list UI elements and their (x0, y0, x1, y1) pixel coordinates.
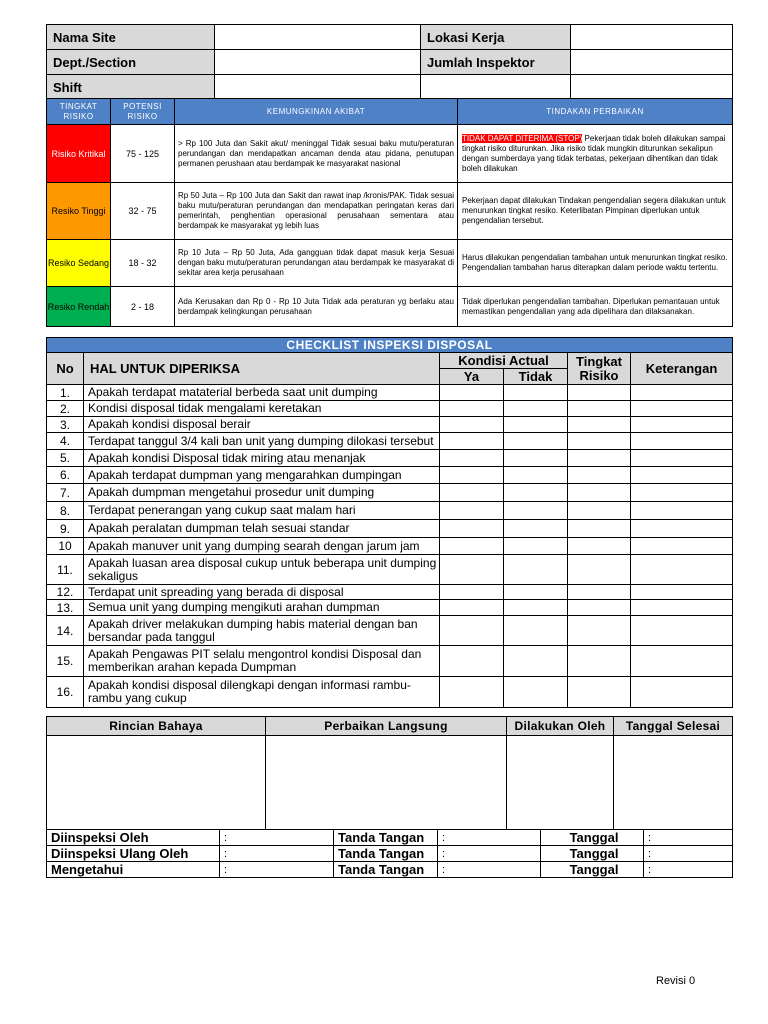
checklist-keterangan-cell[interactable] (631, 467, 733, 484)
checklist-tidak-cell[interactable] (504, 450, 568, 467)
checklist-keterangan-cell[interactable] (631, 417, 733, 433)
rincian-bahaya-field[interactable] (47, 736, 266, 830)
checklist-tidak-cell[interactable] (504, 585, 568, 600)
checklist-row (47, 600, 733, 616)
tanggal-field[interactable]: : (644, 846, 733, 862)
checklist-row-number: 16. (47, 677, 84, 708)
signature-row (47, 862, 733, 878)
checklist-row-number: 12. (47, 585, 84, 600)
checklist-ya-cell[interactable] (440, 467, 504, 484)
checklist-tidak-cell[interactable] (504, 520, 568, 538)
risk-action: Pekerjaan dapat dilakukan Tindakan pengendalian segera dilakukan untuk menurunkan tingkat resiko. Keterlibatan Pimpinan diperlukan untuk pengendalian tersebut. (458, 183, 733, 240)
lokasi-kerja-label: Lokasi Kerja (421, 25, 571, 50)
checklist-row-number: 1. (47, 385, 84, 401)
risk-action (458, 125, 733, 183)
site-info-table (46, 24, 733, 100)
checklist-row-number: 13. (47, 600, 84, 616)
checklist-row-number: 8. (47, 502, 84, 520)
checklist-tingkat-cell[interactable] (568, 538, 631, 555)
tanggal-selesai-field[interactable] (614, 736, 733, 830)
signature-table (46, 829, 733, 878)
col-ya: Ya (440, 369, 504, 385)
checklist-row (47, 616, 733, 646)
checklist-ya-cell[interactable] (440, 502, 504, 520)
tanda-tangan-field[interactable]: : (438, 830, 541, 846)
dilakukan-oleh-header: Dilakukan Oleh (507, 717, 614, 736)
checklist-ya-cell[interactable] (440, 401, 504, 417)
checklist-row (47, 417, 733, 433)
checklist-row-text: Terdapat unit spreading yang berada di disposal (84, 585, 440, 600)
col-hal: HAL UNTUK DIPERIKSA (84, 353, 440, 385)
checklist-row-number: 4. (47, 433, 84, 450)
checklist-tingkat-cell[interactable] (568, 520, 631, 538)
tanda-tangan-field[interactable]: : (438, 862, 541, 878)
checklist-ya-cell[interactable] (440, 677, 504, 708)
signature-name-field[interactable]: : (220, 846, 334, 862)
checklist-row (47, 677, 733, 708)
dilakukan-oleh-field[interactable] (507, 736, 614, 830)
revision-label: Revisi 0 (656, 975, 696, 987)
checklist-tidak-cell[interactable] (504, 538, 568, 555)
checklist-ya-cell[interactable] (440, 417, 504, 433)
rincian-bahaya-header: Rincian Bahaya (47, 717, 266, 736)
tanda-tangan-field[interactable]: : (438, 846, 541, 862)
risk-potential: 18 - 32 (111, 240, 175, 287)
risk-header-action: TINDAKAN PERBAIKAN (458, 99, 733, 125)
checklist-tingkat-cell[interactable] (568, 450, 631, 467)
col-no: No (47, 353, 84, 385)
checklist-row-number: 6. (47, 467, 84, 484)
signature-row (47, 846, 733, 862)
checklist-row-text: Apakah kondisi Disposal tidak miring atau menanjak (84, 450, 440, 467)
checklist-tingkat-cell[interactable] (568, 385, 631, 401)
checklist-row-text: Apakah kondisi disposal dilengkapi dengan informasi rambu-rambu yang cukup (84, 677, 440, 708)
jumlah-inspektor-field[interactable] (571, 50, 733, 75)
checklist-keterangan-cell[interactable] (631, 646, 733, 677)
risk-potential: 75 - 125 (111, 125, 175, 183)
checklist-ya-cell[interactable] (440, 520, 504, 538)
checklist-ya-cell[interactable] (440, 585, 504, 600)
risk-consequence: Rp 50 Juta – Rp 100 Juta dan Sakit dan rawat inap /kronis/PAK. Tidak sesuai baku mutu/peraturan perundangan dan mendapatkan peringatan keras dari pemerintah, penghentian operasional perusahaan sementara atau berdampak ke masyarakat yg lebih luas (175, 183, 458, 240)
signature-name-field[interactable]: : (220, 862, 334, 878)
tanggal-field[interactable]: : (644, 862, 733, 878)
checklist-row (47, 484, 733, 502)
checklist-keterangan-cell[interactable] (631, 600, 733, 616)
checklist-row-number: 3. (47, 417, 84, 433)
checklist-row (47, 450, 733, 467)
checklist-row-text: Apakah terdapat mataterial berbeda saat unit dumping (84, 385, 440, 401)
risk-potential: 2 - 18 (111, 287, 175, 327)
risk-header-level: TINGKAT RISIKO (47, 99, 111, 125)
checklist-tingkat-cell[interactable] (568, 433, 631, 450)
shift-label: Shift (47, 75, 215, 100)
checklist-row-number: 2. (47, 401, 84, 417)
checklist-keterangan-cell[interactable] (631, 401, 733, 417)
checklist-ya-cell[interactable] (440, 385, 504, 401)
checklist-tidak-cell[interactable] (504, 555, 568, 585)
checklist-tingkat-cell[interactable] (568, 467, 631, 484)
checklist-row-text: Apakah driver melakukan dumping habis material dengan ban bersandar pada tanggul (84, 616, 440, 646)
checklist-row (47, 538, 733, 555)
checklist-row-number: 14. (47, 616, 84, 646)
checklist-row (47, 646, 733, 677)
empty-cell (571, 75, 733, 100)
checklist-tidak-cell[interactable] (504, 646, 568, 677)
tanda-tangan-label: Tanda Tangan (334, 846, 438, 862)
nama-site-field[interactable] (215, 25, 421, 50)
risk-header-potential: POTENSI RISIKO (111, 99, 175, 125)
col-tidak: Tidak (504, 369, 568, 385)
risk-consequence: > Rp 100 Juta dan Sakit akut/ meninggal Tidak sesuai baku mutu/peraturan perundangan dan mendapatkan ancaman denda atau pidana, penutupan permanen perushaan atau berdampak ke masyarakat nasional (175, 125, 458, 183)
signature-row (47, 830, 733, 846)
checklist-row-text: Terdapat tanggul 3/4 kali ban unit yang dumping dilokasi tersebut (84, 433, 440, 450)
checklist-tidak-cell[interactable] (504, 417, 568, 433)
checklist-tidak-cell[interactable] (504, 677, 568, 708)
checklist-keterangan-cell[interactable] (631, 538, 733, 555)
risk-consequence: Ada Kerusakan dan Rp 0 - Rp 10 Juta Tidak ada peraturan yg berlaku atau berdampak kelingkungan perusahaan (175, 287, 458, 327)
risk-level-medium: Resiko Sedang (47, 240, 111, 287)
risk-level-high: Resiko Tinggi (47, 183, 111, 240)
checklist-ya-cell[interactable] (440, 433, 504, 450)
stop-badge: TIDAK DAPAT DITERIMA (STOP) (462, 133, 583, 143)
lokasi-kerja-field[interactable] (571, 25, 733, 50)
jumlah-inspektor-label: Jumlah Inspektor (421, 50, 571, 75)
dept-section-field[interactable] (215, 50, 421, 75)
checklist-row-number: 15. (47, 646, 84, 677)
checklist-tidak-cell[interactable] (504, 401, 568, 417)
checklist-keterangan-cell[interactable] (631, 433, 733, 450)
checklist-row-text: Apakah kondisi disposal berair (84, 417, 440, 433)
checklist-row-number: 9. (47, 520, 84, 538)
checklist-ya-cell[interactable] (440, 600, 504, 616)
checklist-row (47, 520, 733, 538)
checklist-row-text: Kondisi disposal tidak mengalami keretakan (84, 401, 440, 417)
perbaikan-langsung-header: Perbaikan Langsung (266, 717, 507, 736)
tanggal-label: Tanggal (541, 862, 644, 878)
risk-header-consequence: KEMUNGKINAN AKIBAT (175, 99, 458, 125)
checklist-ya-cell[interactable] (440, 538, 504, 555)
checklist-row (47, 585, 733, 600)
nama-site-label: Nama Site (47, 25, 215, 50)
checklist-tingkat-cell[interactable] (568, 616, 631, 646)
checklist-keterangan-cell[interactable] (631, 450, 733, 467)
checklist-row-text: Apakah dumpman mengetahui prosedur unit dumping (84, 484, 440, 502)
signature-label: Diinspeksi Ulang Oleh (47, 846, 220, 862)
risk-level-low: Resiko Rendah (47, 287, 111, 327)
risk-action-text: Pekerjaan tidak boleh dilakukan sampai tingkat risiko diturunkan. Jika risiko tidak mungkin diturunkan sekalipun dengan sumberdaya yang tidak terbatas, pekerjaan dihentikan dan tidak boleh dilakukan (462, 133, 726, 173)
checklist-row-text: Apakah peralatan dumpman telah sesuai standar (84, 520, 440, 538)
col-tingkat: Tingkat Risiko (568, 353, 631, 385)
checklist-ya-cell[interactable] (440, 484, 504, 502)
tanggal-selesai-header: Tanggal Selesai (614, 717, 733, 736)
checklist-tidak-cell[interactable] (504, 467, 568, 484)
checklist-tidak-cell[interactable] (504, 433, 568, 450)
checklist-keterangan-cell[interactable] (631, 677, 733, 708)
checklist-tingkat-cell[interactable] (568, 502, 631, 520)
risk-consequence: Rp 10 Juta – Rp 50 Juta, Ada gangguan tidak dapat masuk kerja Sesuai dengan baku mutu/peraturan perundangan atau berdampak ke masyarakat di sekitar area kerja perusahaan (175, 240, 458, 287)
signature-label: Diinspeksi Oleh (47, 830, 220, 846)
col-kondisi: Kondisi Actual (440, 353, 568, 369)
checklist-row-text: Semua unit yang dumping mengikuti arahan dumpman (84, 600, 440, 616)
checklist-row-number: 5. (47, 450, 84, 467)
checklist-tingkat-cell[interactable] (568, 646, 631, 677)
risk-potential: 32 - 75 (111, 183, 175, 240)
checklist-ya-cell[interactable] (440, 616, 504, 646)
checklist-keterangan-cell[interactable] (631, 555, 733, 585)
checklist-ya-cell[interactable] (440, 555, 504, 585)
checklist-tidak-cell[interactable] (504, 616, 568, 646)
tanda-tangan-label: Tanda Tangan (334, 862, 438, 878)
checklist-title: CHECKLIST INSPEKSI DISPOSAL (47, 338, 733, 353)
risk-matrix-table (46, 98, 733, 327)
checklist-row (47, 385, 733, 401)
signature-label: Mengetahui (47, 862, 220, 878)
checklist-keterangan-cell[interactable] (631, 585, 733, 600)
checklist-table (46, 337, 733, 708)
checklist-row-text: Apakah manuver unit yang dumping searah dengan jarum jam (84, 538, 440, 555)
checklist-keterangan-cell[interactable] (631, 502, 733, 520)
checklist-row-number: 11. (47, 555, 84, 585)
checklist-row-text: Terdapat penerangan yang cukup saat malam hari (84, 502, 440, 520)
checklist-row-text: Apakah terdapat dumpman yang mengarahkan dumpingan (84, 467, 440, 484)
checklist-tingkat-cell[interactable] (568, 600, 631, 616)
checklist-ya-cell[interactable] (440, 450, 504, 467)
dept-section-label: Dept./Section (47, 50, 215, 75)
shift-field[interactable] (215, 75, 421, 100)
checklist-tidak-cell[interactable] (504, 385, 568, 401)
checklist-tingkat-cell[interactable] (568, 417, 631, 433)
checklist-tingkat-cell[interactable] (568, 677, 631, 708)
checklist-ya-cell[interactable] (440, 646, 504, 677)
findings-table (46, 716, 733, 830)
checklist-keterangan-cell[interactable] (631, 520, 733, 538)
col-keterangan: Keterangan (631, 353, 733, 385)
checklist-keterangan-cell[interactable] (631, 484, 733, 502)
tanggal-field[interactable]: : (644, 830, 733, 846)
checklist-row-text: Apakah luasan area disposal cukup untuk beberapa unit dumping sekaligus (84, 555, 440, 585)
checklist-tidak-cell[interactable] (504, 484, 568, 502)
risk-action: Tidak diperlukan pengendalian tambahan. Diperlukan pemantauan untuk memastikan pengendalian yang ada dipelihara dan dilaksanakan. (458, 287, 733, 327)
checklist-tingkat-cell[interactable] (568, 401, 631, 417)
risk-action: Harus dilakukan pengendalian tambahan untuk menurunkan tingkat resiko. Pengendalian tambahan harus diterapkan dalam periode waktu tertentu. (458, 240, 733, 287)
checklist-tidak-cell[interactable] (504, 502, 568, 520)
tanggal-label: Tanggal (541, 846, 644, 862)
checklist-tingkat-cell[interactable] (568, 484, 631, 502)
tanda-tangan-label: Tanda Tangan (334, 830, 438, 846)
risk-level-critical: Risiko Kritikal (47, 125, 111, 183)
checklist-row-number: 10 (47, 538, 84, 555)
checklist-row (47, 555, 733, 585)
checklist-keterangan-cell[interactable] (631, 616, 733, 646)
checklist-keterangan-cell[interactable] (631, 385, 733, 401)
signature-name-field[interactable]: : (220, 830, 334, 846)
perbaikan-langsung-field[interactable] (266, 736, 507, 830)
empty-cell (421, 75, 571, 100)
checklist-row (47, 401, 733, 417)
checklist-tingkat-cell[interactable] (568, 555, 631, 585)
tanggal-label: Tanggal (541, 830, 644, 846)
checklist-tidak-cell[interactable] (504, 600, 568, 616)
checklist-tingkat-cell[interactable] (568, 585, 631, 600)
checklist-row-number: 7. (47, 484, 84, 502)
checklist-row (47, 502, 733, 520)
checklist-row (47, 467, 733, 484)
checklist-row (47, 433, 733, 450)
checklist-row-text: Apakah Pengawas PIT selalu mengontrol kondisi Disposal dan memberikan arahan kepada Dumpman (84, 646, 440, 677)
